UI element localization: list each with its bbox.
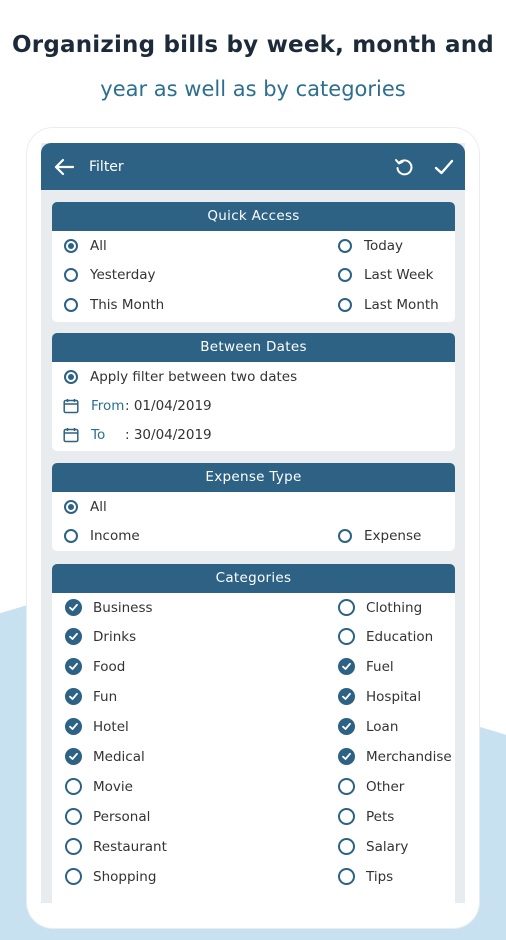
category-item-loan[interactable] bbox=[338, 718, 398, 735]
checkbox-checked-icon bbox=[338, 658, 355, 675]
calendar-icon bbox=[63, 427, 79, 443]
promo-headline bbox=[0, 28, 506, 106]
category-label: Hospital bbox=[366, 688, 422, 705]
app-bar bbox=[41, 143, 465, 190]
category-item-other[interactable] bbox=[338, 778, 404, 795]
between-dates-title: Between Dates bbox=[52, 333, 455, 362]
arrow-left-icon[interactable] bbox=[53, 156, 75, 178]
category-label: Pets bbox=[366, 808, 395, 825]
option-expense-all[interactable] bbox=[64, 499, 107, 515]
checkbox-checked-icon bbox=[65, 688, 82, 705]
category-item-clothing[interactable] bbox=[338, 599, 422, 616]
option-last-week[interactable] bbox=[338, 267, 433, 283]
category-label: Hotel bbox=[93, 718, 129, 735]
checkbox-icon bbox=[338, 808, 355, 825]
radio-icon bbox=[64, 268, 78, 282]
category-item-merchandise[interactable] bbox=[338, 748, 452, 765]
option-label: Last Month bbox=[364, 297, 439, 313]
radio-icon bbox=[338, 268, 352, 282]
to-value: : 30/04/2019 bbox=[125, 427, 212, 443]
category-label: Salary bbox=[366, 838, 409, 855]
radio-icon bbox=[338, 239, 352, 253]
radio-selected-icon bbox=[64, 239, 78, 253]
category-label: Business bbox=[93, 599, 153, 616]
option-label: All bbox=[90, 499, 107, 515]
option-expense[interactable] bbox=[338, 528, 421, 544]
checkbox-checked-icon bbox=[65, 628, 82, 645]
category-label: Drinks bbox=[93, 628, 137, 645]
category-label: Loan bbox=[366, 718, 399, 735]
option-label: Today bbox=[364, 238, 404, 254]
category-item-food[interactable] bbox=[65, 658, 125, 675]
checkbox-checked-icon bbox=[338, 748, 355, 765]
category-item-personal[interactable] bbox=[65, 808, 150, 825]
category-item-hotel[interactable] bbox=[65, 718, 129, 735]
category-item-restaurant[interactable] bbox=[65, 838, 167, 855]
category-label: Other bbox=[366, 778, 405, 795]
from-value: : 01/04/2019 bbox=[125, 398, 212, 414]
category-item-salary[interactable] bbox=[338, 838, 408, 855]
option-label: Yesterday bbox=[90, 267, 156, 283]
category-label: Tips bbox=[366, 868, 394, 885]
category-item-hospital[interactable] bbox=[338, 688, 421, 705]
calendar-icon bbox=[63, 398, 79, 414]
option-label: This Month bbox=[90, 297, 165, 313]
expense-type-title: Expense Type bbox=[52, 463, 455, 492]
checkbox-checked-icon bbox=[338, 718, 355, 735]
categories-title: Categories bbox=[52, 564, 455, 593]
option-today[interactable] bbox=[338, 238, 403, 254]
radio-selected-icon bbox=[64, 500, 78, 514]
checkbox-icon bbox=[338, 628, 355, 645]
option-income[interactable] bbox=[64, 528, 140, 544]
category-item-shopping[interactable] bbox=[65, 868, 156, 885]
category-label: Merchandise bbox=[366, 748, 452, 765]
checkbox-checked-icon bbox=[65, 599, 82, 616]
checkbox-icon bbox=[65, 778, 82, 795]
radio-icon bbox=[64, 529, 78, 543]
radio-selected-icon bbox=[64, 370, 78, 384]
category-label: Medical bbox=[93, 748, 145, 765]
from-label: From bbox=[91, 398, 125, 414]
radio-icon bbox=[338, 298, 352, 312]
category-item-movie[interactable] bbox=[65, 778, 133, 795]
refresh-icon[interactable] bbox=[393, 156, 415, 178]
category-label: Food bbox=[93, 658, 126, 675]
checkbox-checked-icon bbox=[65, 748, 82, 765]
category-label: Shopping bbox=[93, 868, 157, 885]
to-label: To bbox=[91, 427, 106, 443]
category-label: Personal bbox=[93, 808, 151, 825]
option-this-month[interactable] bbox=[64, 297, 164, 313]
checkbox-icon bbox=[338, 838, 355, 855]
category-item-business[interactable] bbox=[65, 599, 153, 616]
check-icon[interactable] bbox=[433, 156, 455, 178]
category-label: Movie bbox=[93, 778, 133, 795]
option-last-month[interactable] bbox=[338, 297, 439, 313]
promo-title: Organizing bills by week, month and bbox=[12, 32, 494, 58]
checkbox-checked-icon bbox=[65, 658, 82, 675]
radio-icon bbox=[338, 529, 352, 543]
category-item-drinks[interactable] bbox=[65, 628, 136, 645]
checkbox-icon bbox=[338, 778, 355, 795]
to-date-field[interactable] bbox=[63, 427, 212, 443]
option-label: Income bbox=[90, 528, 140, 544]
checkbox-checked-icon bbox=[65, 718, 82, 735]
option-label: All bbox=[90, 238, 107, 254]
expense-type-card bbox=[52, 463, 455, 551]
option-label: Apply filter between two dates bbox=[90, 369, 298, 385]
between-dates-card bbox=[52, 333, 455, 451]
category-item-fun[interactable] bbox=[65, 688, 117, 705]
option-yesterday[interactable] bbox=[64, 267, 156, 283]
quick-access-card bbox=[52, 202, 455, 322]
category-item-pets[interactable] bbox=[338, 808, 394, 825]
option-label: Last Week bbox=[364, 267, 434, 283]
checkbox-icon bbox=[65, 868, 82, 885]
option-label: Expense bbox=[364, 528, 422, 544]
filter-screen bbox=[41, 143, 465, 903]
option-apply-dates[interactable] bbox=[64, 369, 297, 385]
category-item-medical[interactable] bbox=[65, 748, 145, 765]
page-title: Filter bbox=[89, 158, 124, 175]
checkbox-icon bbox=[65, 808, 82, 825]
category-label: Fuel bbox=[366, 658, 394, 675]
checkbox-icon bbox=[338, 599, 355, 616]
promo-subtitle: year as well as by categories bbox=[100, 77, 406, 101]
category-item-education[interactable] bbox=[338, 628, 433, 645]
checkbox-icon bbox=[65, 838, 82, 855]
category-label: Restaurant bbox=[93, 838, 167, 855]
category-label: Education bbox=[366, 628, 434, 645]
categories-card bbox=[52, 564, 455, 903]
category-label: Clothing bbox=[366, 599, 423, 616]
radio-icon bbox=[64, 298, 78, 312]
category-label: Fun bbox=[93, 688, 118, 705]
from-date-field[interactable] bbox=[63, 398, 212, 414]
checkbox-checked-icon bbox=[338, 688, 355, 705]
quick-access-title: Quick Access bbox=[52, 202, 455, 231]
checkbox-icon bbox=[338, 868, 355, 885]
category-item-fuel[interactable] bbox=[338, 658, 394, 675]
option-all[interactable] bbox=[64, 238, 107, 254]
category-item-tips[interactable] bbox=[338, 868, 393, 885]
